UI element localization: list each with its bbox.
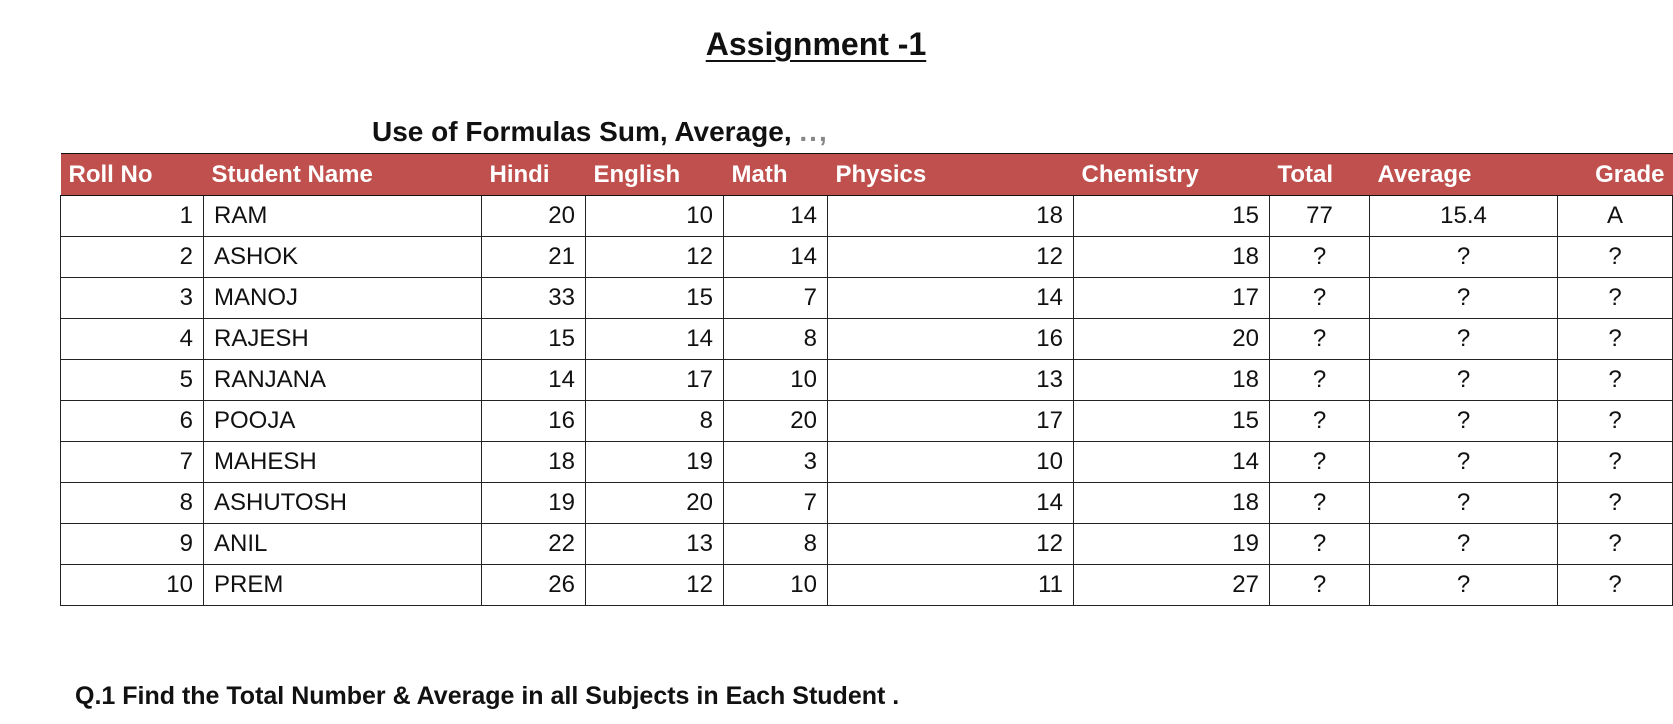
cell-english[interactable]: 15 — [586, 278, 724, 319]
cell-student-name[interactable]: MANOJ — [204, 278, 482, 319]
cell-chemistry[interactable]: 15 — [1074, 401, 1270, 442]
header-english: English — [586, 154, 724, 196]
cell-hindi[interactable]: 22 — [482, 524, 586, 565]
cell-roll-no[interactable]: 6 — [61, 401, 204, 442]
cell-hindi[interactable]: 18 — [482, 442, 586, 483]
cell-chemistry[interactable]: 18 — [1074, 237, 1270, 278]
cell-roll-no[interactable]: 10 — [61, 565, 204, 606]
cell-student-name[interactable]: ANIL — [204, 524, 482, 565]
cell-roll-no[interactable]: 9 — [61, 524, 204, 565]
header-total: Total — [1270, 154, 1370, 196]
cell-average[interactable]: ? — [1370, 483, 1558, 524]
table-row — [61, 196, 1673, 237]
table-row — [61, 524, 1673, 565]
subtitle-fragment: .., — [799, 116, 829, 147]
subtitle — [372, 116, 829, 148]
cell-physics[interactable]: 13 — [828, 360, 1074, 401]
header-math: Math — [724, 154, 828, 196]
cell-total[interactable]: ? — [1270, 237, 1370, 278]
cell-chemistry[interactable]: 20 — [1074, 319, 1270, 360]
cell-english[interactable]: 10 — [586, 196, 724, 237]
cell-average[interactable]: ? — [1370, 442, 1558, 483]
cell-physics[interactable]: 11 — [828, 565, 1074, 606]
cell-student-name[interactable]: ASHUTOSH — [204, 483, 482, 524]
cell-english[interactable]: 17 — [586, 360, 724, 401]
cell-chemistry[interactable]: 15 — [1074, 196, 1270, 237]
cell-math[interactable]: 20 — [724, 401, 828, 442]
cell-average[interactable]: ? — [1370, 278, 1558, 319]
cell-hindi[interactable]: 26 — [482, 565, 586, 606]
cell-student-name[interactable]: RAJESH — [204, 319, 482, 360]
cell-grade[interactable]: ? — [1558, 401, 1673, 442]
cell-total[interactable]: ? — [1270, 360, 1370, 401]
cell-physics[interactable]: 18 — [828, 196, 1074, 237]
cell-physics[interactable]: 12 — [828, 524, 1074, 565]
cell-math[interactable]: 7 — [724, 483, 828, 524]
header-average: Average — [1370, 154, 1558, 196]
table-row — [61, 278, 1673, 319]
cell-english[interactable]: 8 — [586, 401, 724, 442]
table-row — [61, 237, 1673, 278]
table-body — [61, 196, 1673, 606]
cell-physics[interactable]: 17 — [828, 401, 1074, 442]
page-title: Assignment -1 — [705, 26, 927, 62]
cell-physics[interactable]: 12 — [828, 237, 1074, 278]
header-physics: Physics — [828, 154, 1074, 196]
cell-chemistry[interactable]: 14 — [1074, 442, 1270, 483]
cell-total[interactable]: ? — [1270, 401, 1370, 442]
cell-grade[interactable]: ? — [1558, 278, 1673, 319]
cell-average[interactable]: ? — [1370, 565, 1558, 606]
cell-hindi[interactable]: 16 — [482, 401, 586, 442]
cell-roll-no[interactable]: 3 — [61, 278, 204, 319]
cell-hindi[interactable]: 33 — [482, 278, 586, 319]
cell-math[interactable]: 14 — [724, 196, 828, 237]
student-marks-table — [60, 153, 1673, 606]
cell-hindi[interactable]: 15 — [482, 319, 586, 360]
cell-english[interactable]: 14 — [586, 319, 724, 360]
cell-average[interactable]: ? — [1370, 401, 1558, 442]
table-header-row — [61, 154, 1673, 196]
cell-physics[interactable]: 14 — [828, 278, 1074, 319]
cell-math[interactable]: 14 — [724, 237, 828, 278]
cell-average[interactable]: ? — [1370, 524, 1558, 565]
cell-grade[interactable]: ? — [1558, 319, 1673, 360]
cell-hindi[interactable]: 19 — [482, 483, 586, 524]
cell-total[interactable]: ? — [1270, 524, 1370, 565]
cell-grade[interactable]: ? — [1558, 360, 1673, 401]
cell-roll-no[interactable]: 5 — [61, 360, 204, 401]
table-row — [61, 360, 1673, 401]
cell-student-name[interactable]: MAHESH — [204, 442, 482, 483]
cell-hindi[interactable]: 20 — [482, 196, 586, 237]
table-row — [61, 442, 1673, 483]
cell-student-name[interactable]: ASHOK — [204, 237, 482, 278]
cell-physics[interactable]: 14 — [828, 483, 1074, 524]
cell-physics[interactable]: 10 — [828, 442, 1074, 483]
cell-total[interactable]: ? — [1270, 483, 1370, 524]
question-text: Q.1 Find the Total Number & Average in all Subjects in Each Student . — [75, 682, 900, 710]
table-row — [61, 319, 1673, 360]
table-row — [61, 401, 1673, 442]
cell-grade[interactable]: ? — [1558, 483, 1673, 524]
cell-average[interactable]: ? — [1370, 237, 1558, 278]
cell-grade[interactable]: ? — [1558, 442, 1673, 483]
cell-total[interactable]: ? — [1270, 565, 1370, 606]
cell-total[interactable]: ? — [1270, 319, 1370, 360]
cell-english[interactable]: 20 — [586, 483, 724, 524]
cell-total[interactable]: 77 — [1270, 196, 1370, 237]
header-chemistry: Chemistry — [1074, 154, 1270, 196]
cell-average[interactable]: ? — [1370, 360, 1558, 401]
cell-chemistry[interactable]: 27 — [1074, 565, 1270, 606]
header-hindi: Hindi — [482, 154, 586, 196]
table-row — [61, 483, 1673, 524]
table-row — [61, 565, 1673, 606]
cell-hindi[interactable]: 21 — [482, 237, 586, 278]
cell-roll-no[interactable]: 1 — [61, 196, 204, 237]
cell-math[interactable]: 10 — [724, 360, 828, 401]
cell-english[interactable]: 12 — [586, 237, 724, 278]
cell-math[interactable]: 7 — [724, 278, 828, 319]
cell-roll-no[interactable]: 2 — [61, 237, 204, 278]
cell-student-name[interactable]: RANJANA — [204, 360, 482, 401]
cell-roll-no[interactable]: 4 — [61, 319, 204, 360]
cell-average[interactable]: 15.4 — [1370, 196, 1558, 237]
cell-total[interactable]: ? — [1270, 278, 1370, 319]
cell-grade[interactable]: ? — [1558, 565, 1673, 606]
subtitle-text: Use of Formulas Sum, Average, — [372, 116, 792, 147]
cell-math[interactable]: 8 — [724, 524, 828, 565]
header-grade: Grade — [1558, 154, 1673, 196]
cell-grade[interactable]: ? — [1558, 524, 1673, 565]
cell-roll-no[interactable]: 8 — [61, 483, 204, 524]
header-roll-no: Roll No — [61, 154, 204, 196]
cell-student-name[interactable]: PREM — [204, 565, 482, 606]
cell-chemistry[interactable]: 17 — [1074, 278, 1270, 319]
cell-english[interactable]: 12 — [586, 565, 724, 606]
cell-roll-no[interactable]: 7 — [61, 442, 204, 483]
cell-physics[interactable]: 16 — [828, 319, 1074, 360]
cell-chemistry[interactable]: 18 — [1074, 483, 1270, 524]
cell-grade[interactable]: A — [1558, 196, 1673, 237]
cell-math[interactable]: 3 — [724, 442, 828, 483]
cell-hindi[interactable]: 14 — [482, 360, 586, 401]
cell-average[interactable]: ? — [1370, 319, 1558, 360]
cell-chemistry[interactable]: 19 — [1074, 524, 1270, 565]
header-student-name: Student Name — [204, 154, 482, 196]
cell-math[interactable]: 8 — [724, 319, 828, 360]
cell-grade[interactable]: ? — [1558, 237, 1673, 278]
cell-student-name[interactable]: POOJA — [204, 401, 482, 442]
cell-total[interactable]: ? — [1270, 442, 1370, 483]
cell-student-name[interactable]: RAM — [204, 196, 482, 237]
cell-english[interactable]: 13 — [586, 524, 724, 565]
cell-chemistry[interactable]: 18 — [1074, 360, 1270, 401]
cell-math[interactable]: 10 — [724, 565, 828, 606]
cell-english[interactable]: 19 — [586, 442, 724, 483]
